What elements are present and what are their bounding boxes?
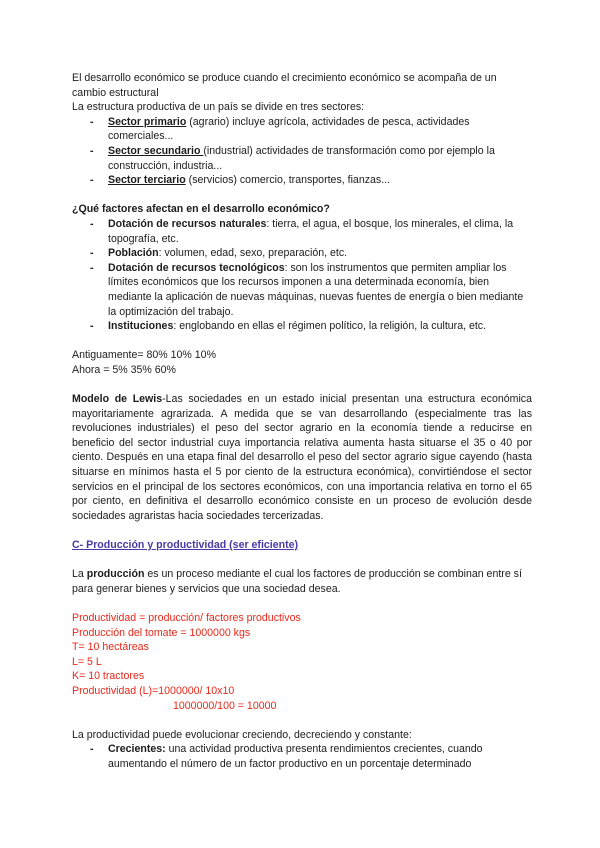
list-item <box>108 261 532 319</box>
section-heading-link[interactable]: C- Producción y productividad (ser eficiente) <box>72 539 299 551</box>
percentages-now: Ahora = 5% 35% 60% <box>72 363 176 376</box>
list-item <box>108 115 532 144</box>
evolution-intro: La productividad puede evolucionar creciendo, decreciendo y constante: <box>72 728 412 741</box>
evolution-list <box>72 742 532 771</box>
factor-text: : volumen, edad, sexo, preparación, etc. <box>158 247 348 260</box>
factor-text: : tierra, el agua, el bosque, los minerales, el clima, la topografía, etc. <box>108 217 514 245</box>
factor-term: Dotación de recursos tecnológicos <box>108 261 285 274</box>
list-item <box>108 144 532 173</box>
evolution-text: una actividad productiva presenta rendimientos crecientes, cuando aumentando el número de un factor productivo en un porcentaje determinado <box>108 743 483 770</box>
calc-line: Producción del tomate = 1000000 kgs <box>72 626 251 639</box>
list-item <box>108 217 532 246</box>
sector-text: (industrial) actividades de transformación como por ejemplo la construcción, industria... <box>108 144 495 172</box>
factor-term: Dotación de recursos naturales <box>108 217 267 230</box>
percentages-before: Antiguamente= 80% 10% 10% <box>72 349 216 362</box>
factor-term: Población <box>108 247 159 260</box>
list-item <box>108 319 532 334</box>
production-paragraph <box>72 567 532 596</box>
production-text: es un proceso mediante el cual los factores de producción se combinan entre sí para generar bienes y servicios que una sociedad desea. <box>72 568 522 595</box>
factor-term: Instituciones <box>108 320 174 333</box>
factors-question: ¿Qué factores afectan en el desarrollo económico? <box>72 203 330 216</box>
lewis-paragraph <box>72 392 532 523</box>
calc-line: Productividad = producción/ factores productivos <box>72 611 301 624</box>
list-item <box>108 173 532 188</box>
document-body <box>72 71 532 772</box>
lewis-text: -Las sociedades en un estado inicial presentan una estructura económica mayoritariamente agrarizada. A medida que se van desarrollando (especialmente tras las revoluciones industriales) el peso del sector agrario en la economía tiende a reducirse en beneficio del sector industrial cuya importancia relativa aumenta hasta situarse el 35 o 40 por ciento. Después en una etapa final del desarrollo el peso del sector agrario sigue cayendo (hasta situarse en mínimos hasta el 5 por ciento de la estructura económica), convirtiéndose el sector servicios en el principal de los sectores económicos, con una importancia relativa en torno el 65 por ciento, en definitiva el desarrollo económico consiste en un proceso de evolución desde sociedades agraristas hacia sociedades tercerizadas. <box>72 393 532 522</box>
calc-line: K= 10 tractores <box>72 670 145 683</box>
sector-text: (agrario) incluye agrícola, actividades de pesca, actividades comerciales... <box>108 115 470 143</box>
lewis-term: Modelo de Lewis <box>72 393 163 406</box>
calc-line: L= 5 L <box>72 655 102 668</box>
factors-list <box>72 217 532 334</box>
evolution-term: Crecientes: <box>108 743 166 756</box>
production-term: producción <box>86 568 145 581</box>
factor-text: : son los instrumentos que permiten ampliar los límites económicos que los recursos imponen a una determinada economía, bien mediante la aplicación de nuevas máquinas, nuevas fuentes de energía o bien mediante la optimización del trabajo. <box>108 261 524 318</box>
list-item <box>108 246 532 261</box>
calc-line: T= 10 hectáreas <box>72 641 149 654</box>
intro-paragraph: El desarrollo económico se produce cuando el crecimiento económico se acompaña de un cambio estructural <box>72 72 497 99</box>
production-pre: La <box>72 568 87 581</box>
list-item <box>108 742 532 771</box>
sectors-intro: La estructura productiva de un país se divide en tres sectores: <box>72 101 365 114</box>
sector-term: Sector terciario <box>108 174 186 187</box>
calc-line: 1000000/100 = 10000 <box>173 699 277 712</box>
calc-line: Productividad (L)=1000000/ 10x10 <box>72 684 235 697</box>
sector-term: Sector primario <box>108 115 187 128</box>
productivity-calc <box>72 611 532 713</box>
sectors-list <box>72 115 532 188</box>
sector-term: Sector secundario <box>108 144 204 157</box>
sector-text: (servicios) comercio, transportes, fianzas... <box>185 174 391 187</box>
factor-text: : englobando en ellas el régimen político, la religión, la cultura, etc. <box>173 320 487 333</box>
